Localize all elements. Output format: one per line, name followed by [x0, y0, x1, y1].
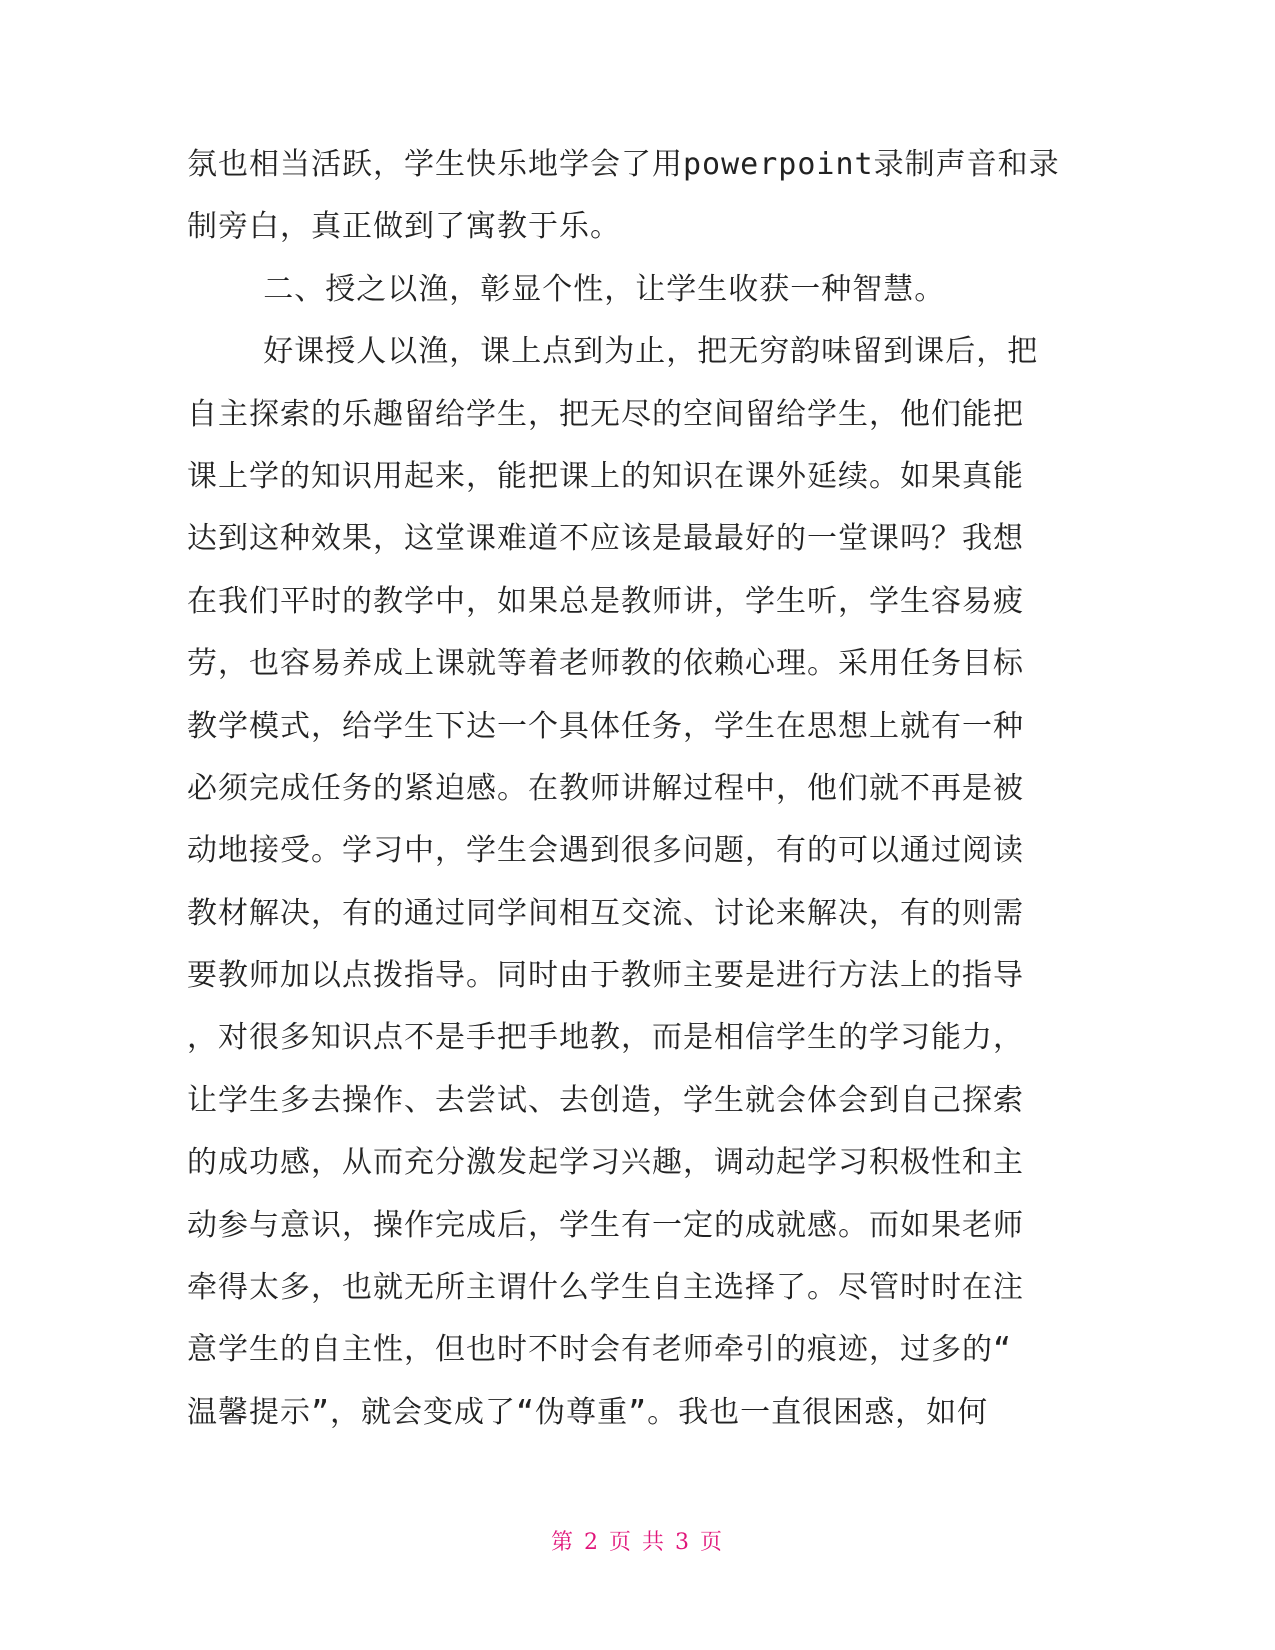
text-line: ，对很多知识点不是手把手地教，而是相信学生的学习能力， — [187, 1020, 1024, 1056]
section-heading: 二、授之以渔，彰显个性，让学生收获一种智慧。 — [187, 271, 946, 307]
text-line: 让学生多去操作、去尝试、去创造，学生就会体会到自己探索 — [187, 1082, 1024, 1118]
text-line: 自主探索的乐趣留给学生，把无尽的空间留给学生，他们能把 — [187, 396, 1024, 432]
text-line: 教材解决，有的通过同学间相互交流、讨论来解决，有的则需 — [187, 895, 1024, 931]
text-line: 氛也相当活跃，学生快乐地学会了用powerpoint录制声音和录 — [187, 147, 1060, 182]
text-line: 要教师加以点拨指导。同时由于教师主要是进行方法上的指导 — [187, 958, 1024, 994]
text-line: 在我们平时的教学中，如果总是教师讲，学生听，学生容易疲 — [187, 583, 1024, 619]
text-line: 好课授人以渔，课上点到为止，把无穷韵味留到课后，把 — [187, 334, 1039, 370]
text-line: 动地接受。学习中，学生会遇到很多问题，有的可以通过阅读 — [187, 833, 1024, 869]
page-number-footer: 第 2 页 共 3 页 — [551, 1530, 724, 1555]
document-body — [187, 134, 1087, 1444]
text-line: 达到这种效果，这堂课难道不应该是最最好的一堂课吗？我想 — [187, 521, 1024, 557]
text-line: 动参与意识，操作完成后，学生有一定的成就感。而如果老师 — [187, 1207, 1024, 1243]
text-line: 意学生的自主性，但也时不时会有老师牵引的痕迹，过多的“ — [187, 1332, 1013, 1368]
text-line: 制旁白，真正做到了寓教于乐。 — [187, 209, 621, 245]
text-line: 劳，也容易养成上课就等着老师教的依赖心理。采用任务目标 — [187, 646, 1024, 682]
text-line: 的成功感，从而充分激发起学习兴趣，调动起学习积极性和主 — [187, 1145, 1024, 1181]
text-line: 牵得太多，也就无所主谓什么学生自主选择了。尽管时时在注 — [187, 1270, 1024, 1306]
text-line: 课上学的知识用起来，能把课上的知识在课外延续。如果真能 — [187, 458, 1024, 494]
text-line: 温馨提示”，就会变成了“伪尊重”。我也一直很困惑，如何 — [187, 1394, 989, 1430]
text-line: 必须完成任务的紧迫感。在教师讲解过程中，他们就不再是被 — [187, 770, 1024, 806]
text-line: 教学模式，给学生下达一个具体任务，学生在思想上就有一种 — [187, 708, 1024, 744]
